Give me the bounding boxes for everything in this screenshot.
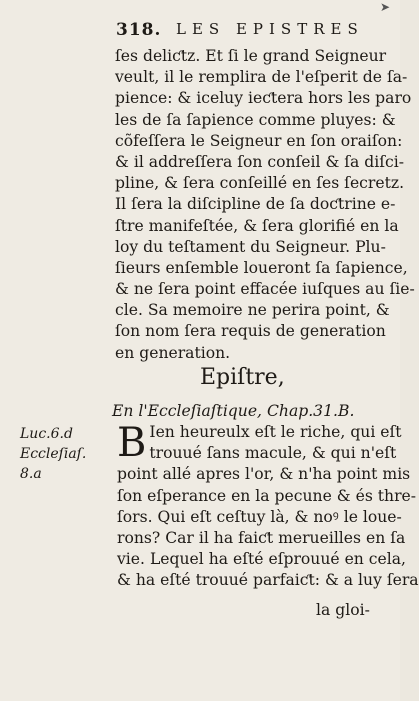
body-line: veult, il le remplira de l'eſperit de ſa- <box>115 68 408 87</box>
body-line: ſon nom ſera requis de generation <box>115 322 386 341</box>
body-line: pline, & ſera conſeillé en ſes ſecretz. <box>115 174 405 193</box>
epistle-text-block <box>117 420 419 592</box>
body-line: ſon eſperance en la pecune & és thre- <box>117 486 417 505</box>
running-title: LES EPISTRES <box>176 20 364 38</box>
body-line: rons? Car il ha faiƈt merueilles en ſa <box>117 528 406 547</box>
page-number: 318. <box>116 20 162 40</box>
body-line: point allé apres l'or, & n'ha point mis <box>117 465 411 484</box>
body-line: & ha eſté trouué parfaiƈt: & a luy ſera <box>117 571 419 590</box>
body-line: & il addreſſera ſon conſeil & ſa diſci- <box>115 152 405 171</box>
corner-mark: ➤ <box>380 0 391 14</box>
margin-note: 8.a <box>20 466 42 482</box>
margin-note: Luc.6.d <box>20 426 73 442</box>
page-header <box>116 20 386 44</box>
body-text-block <box>115 46 415 364</box>
body-line: cõfeſſera le Seigneur en ſon oraiſon: <box>115 131 403 150</box>
body-line: pience: & iceluy ieƈtera hors les paro <box>115 89 412 108</box>
body-line: cle. Sa memoire ne perira point, & <box>115 301 390 320</box>
drop-cap: B <box>117 420 147 466</box>
body-line: ſors. Qui eſt ceſtuy là, & noꝰ le loue- <box>117 507 402 526</box>
body-line: ſtre manifeſtée, & ſera glorifié en la <box>115 216 399 235</box>
body-line: Ien heureulx eſt le riche, qui eſt <box>149 423 402 441</box>
body-line: loy du teſtament du Seigneur. Plu- <box>115 237 386 256</box>
body-line: les de ſa ſapience comme pluyes: & <box>115 110 396 129</box>
margin-notes <box>20 424 88 484</box>
body-line: ſieurs enſemble loueront ſa ſapience, <box>115 258 408 277</box>
catchword: la gloi- <box>316 601 370 619</box>
body-line: ſes deliƈtz. Et ſi le grand Seigneur <box>115 47 387 65</box>
section-title: Epiſtre, <box>200 365 285 390</box>
section-subtitle: En l'Eccleſiaſtique, Chap.31.B. <box>112 402 355 420</box>
body-line: en generation. <box>115 343 231 362</box>
body-line: vie. Lequel ha eſté eſprouué en cela, <box>117 550 406 569</box>
margin-note: Eccleſiaſ. <box>20 446 87 462</box>
body-line: Il ſera la diſcipline de ſa doƈtrine e- <box>115 195 396 214</box>
body-line: & ne ſera point effacée iuſques au ſie- <box>115 280 415 299</box>
body-line: trouué ſans macule, & qui n'eſt <box>149 444 397 463</box>
